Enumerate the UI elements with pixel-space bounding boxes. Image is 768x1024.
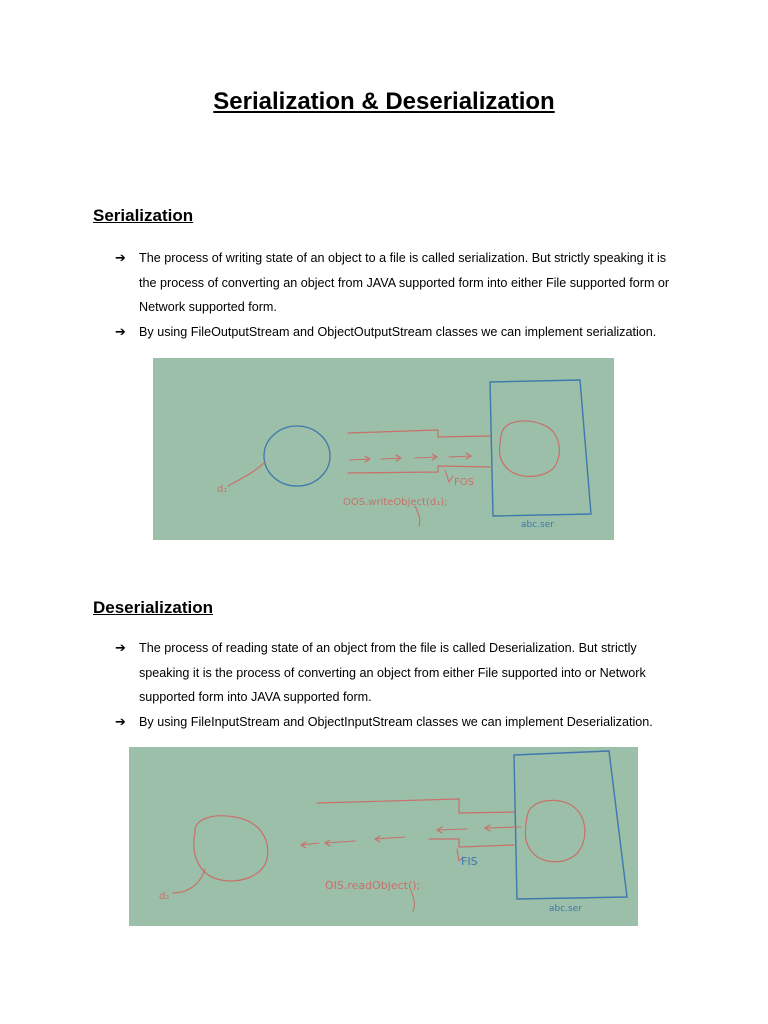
- bullet-text: The process of writing state of an object to a file is called serialization. But strictly speaking it is the process of converting an object from JAVA supported form into either File supported form or Network supported form.: [139, 251, 670, 314]
- whiteboard-background: [153, 358, 614, 540]
- bullet-text: By using FileOutputStream and ObjectOutputStream classes we can implement serialization.: [139, 324, 657, 339]
- deserialization-heading: Deserialization: [93, 598, 213, 617]
- list-item: [113, 710, 683, 735]
- list-item: [113, 636, 683, 710]
- arrow-bullet-icon: ➔: [115, 713, 126, 729]
- arrow-bullet-icon: ➔: [115, 323, 126, 339]
- deserialization-whiteboard-image: [129, 747, 638, 926]
- arrow-bullet-icon: ➔: [115, 640, 126, 655]
- serialization-bullet-list: [113, 246, 683, 344]
- code-label: OOS.writeObject(d₁);: [343, 497, 448, 508]
- object-label: d₁: [217, 484, 228, 495]
- bullet-text: The process of reading state of an object from the file is called Deserialization. But strictly speaking it is the process of converting an object from either File supported into or Network supported form into JAVA supported form.: [139, 641, 646, 704]
- deserialization-bullet-list: [113, 636, 683, 734]
- arrow-bullet-icon: ➔: [115, 250, 126, 265]
- object-label: d₂: [159, 891, 170, 902]
- page-title: Serialization & Deserialization: [213, 88, 555, 115]
- file-label: abc.ser: [549, 904, 582, 914]
- serialization-whiteboard-image: [153, 358, 614, 540]
- list-item: [113, 320, 683, 345]
- stream-label: FIS: [461, 855, 478, 868]
- file-label: abc.ser: [521, 520, 554, 530]
- stream-label: FOS: [454, 477, 474, 488]
- serialization-heading: Serialization: [93, 206, 194, 225]
- whiteboard-background: [129, 747, 638, 926]
- code-label: OIS.readObject();: [325, 879, 421, 892]
- bullet-text: By using FileInputStream and ObjectInputStream classes we can implement Deserialization.: [139, 714, 653, 729]
- list-item: [113, 246, 683, 320]
